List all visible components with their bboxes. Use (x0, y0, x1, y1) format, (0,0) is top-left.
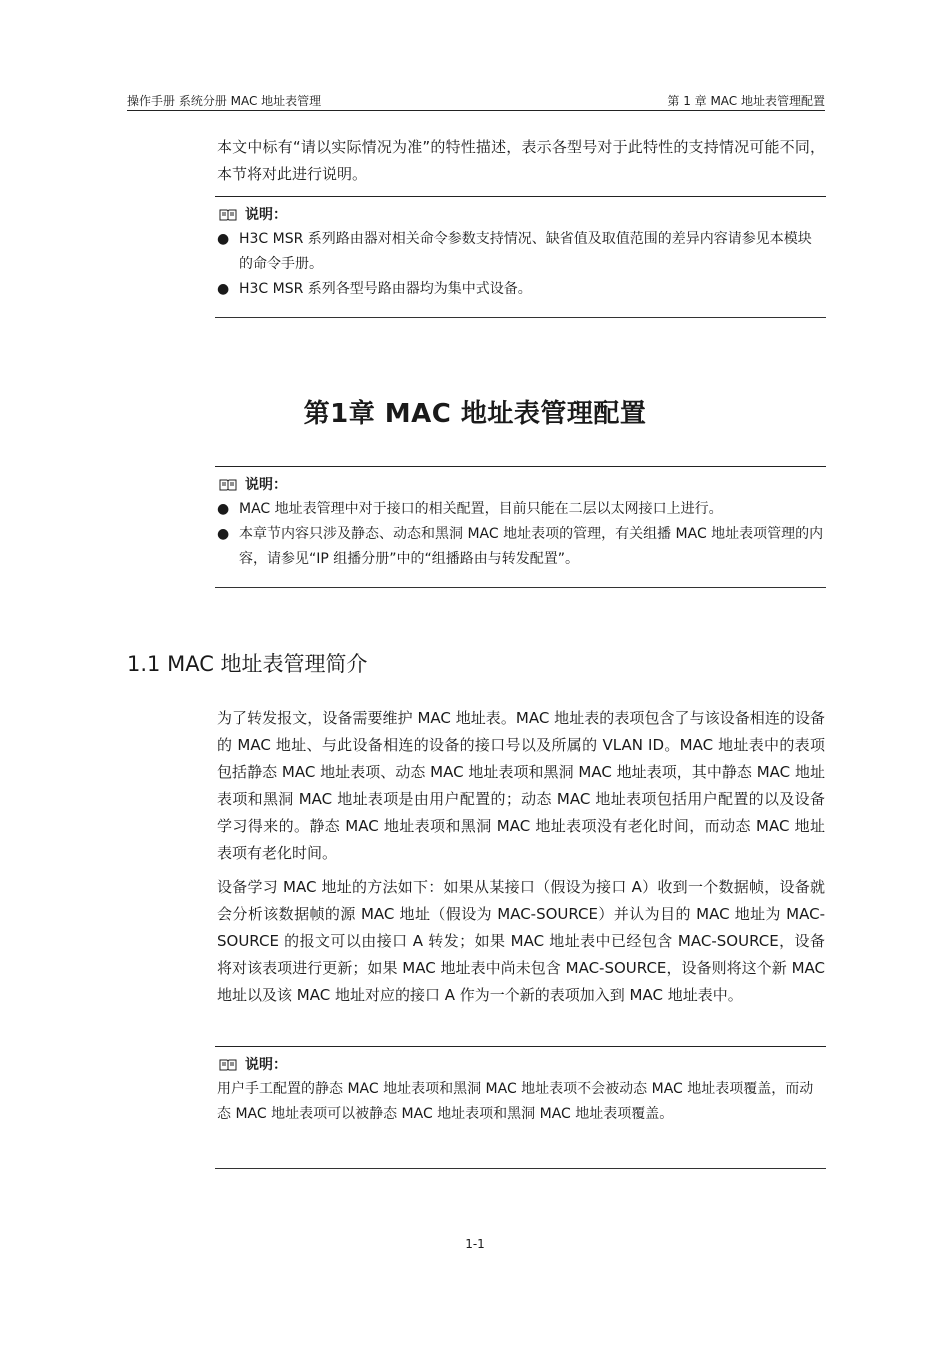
note-title: 说明： (245, 1057, 287, 1073)
note-header (215, 1051, 826, 1077)
note-title: 说明： (245, 207, 287, 223)
chapter-title: 第1章 MAC 地址表管理配置 (303, 399, 647, 429)
intro-paragraph: 本文中标有“请以实际情况为准”的特性描述，表示各型号对于此特性的支持情况可能不同，本节将对此进行说明。 (217, 138, 825, 183)
note-header (215, 201, 826, 227)
note-list-item: ● 本章节内容只涉及静态、动态和黑洞 MAC 地址表项的管理，有关组播 MAC 地址表项管理的内容，请参见“IP 组播分册”中的“组播路由与转发配置”。 (217, 526, 824, 567)
section-title: 1.1 MAC 地址表管理简介 (127, 652, 368, 676)
book-icon (219, 1058, 237, 1071)
note-box-3 (215, 1046, 826, 1169)
note-list-item: ● MAC 地址表管理中对于接口的相关配置，目前只能在二层以太网接口上进行。 (217, 501, 723, 517)
book-icon (219, 478, 237, 491)
body-paragraph-2: 设备学习 MAC 地址的方法如下：如果从某接口（假设为接口 A）收到一个数据帧，设备就会分析该数据帧的源 MAC 地址（假设为 MAC-SOURCE）并认为目的 MAC 地址为 MAC-SOURCE 的报文可以由接口 A 转发；如果 MAC 地址表中已经包含 MAC-SOURCE，设备将对该表项进行更新；如果 MAC 地址表中尚未包含 MAC-SOURCE，设备则将这个新 MAC 地址以及该 MAC 地址对应的接口 A 作为一个新的表项加入到 MAC 地址表中。 (217, 878, 825, 1004)
header-right: 第 1 章 MAC 地址表管理配置 (667, 94, 825, 108)
page-header (127, 90, 825, 111)
note-list-item: ● H3C MSR 系列路由器对相关命令参数支持情况、缺省值及取值范围的差异内容请参见本模块的命令手册。 (217, 231, 812, 272)
note-list-item: ● H3C MSR 系列各型号路由器均为集中式设备。 (217, 281, 532, 297)
header-left: 操作手册 系统分册 MAC 地址表管理 (127, 94, 322, 108)
note-title: 说明： (245, 477, 287, 493)
page-number: 1-1 (465, 1237, 485, 1251)
body-paragraph-1: 为了转发报文，设备需要维护 MAC 地址表。MAC 地址表的表项包含了与该设备相连的设备的 MAC 地址、与此设备相连的设备的接口号以及所属的 VLAN ID。MAC 地址表中的表项包括静态 MAC 地址表项、动态 MAC 地址表项和黑洞 MAC 地址表项，其中静态 MAC 地址表项和黑洞 MAC 地址表项是由用户配置的；动态 MAC 地址表项包括用户配置的以及设备学习得来的。静态 MAC 地址表项和黑洞 MAC 地址表项没有老化时间，而动态 MAC 地址表项有老化时间。 (217, 709, 825, 862)
book-icon (219, 208, 237, 221)
note-box-1 (215, 196, 826, 318)
note-box-2 (215, 466, 826, 588)
note-text: 用户手工配置的静态 MAC 地址表项和黑洞 MAC 地址表项不会被动态 MAC 地址表项覆盖，而动态 MAC 地址表项可以被静态 MAC 地址表项和黑洞 MAC 地址表项覆盖。 (217, 1081, 814, 1122)
note-header (215, 471, 826, 497)
